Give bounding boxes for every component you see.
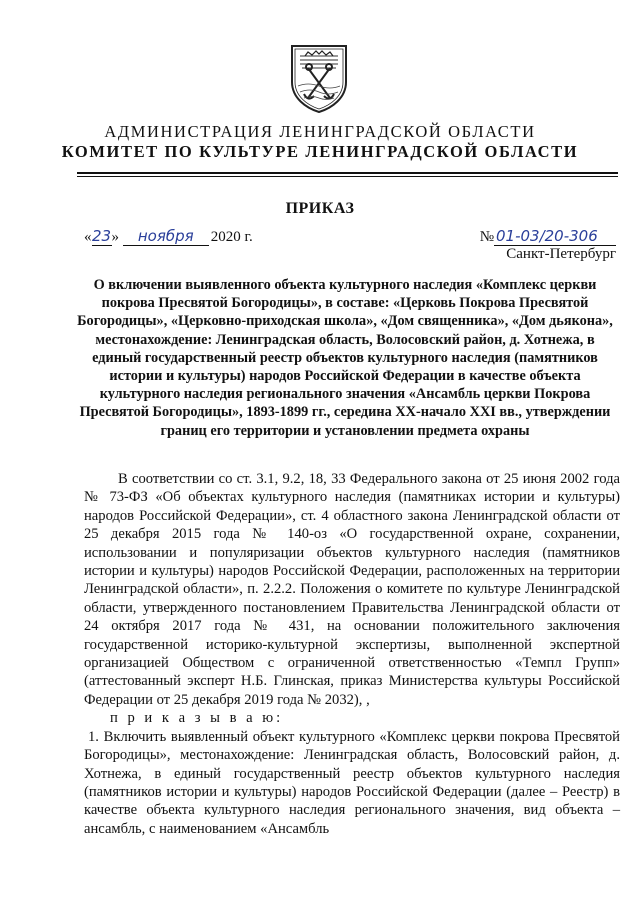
date-year: 2020 г.: [210, 229, 253, 245]
org-line-administration: АДМИНИСТРАЦИЯ ЛЕНИНГРАДСКОЙ ОБЛАСТИ: [104, 122, 536, 141]
document-number: [480, 228, 616, 246]
number-prefix: №: [479, 229, 494, 245]
date-open-quote: «: [84, 229, 92, 245]
document-title: О включении выявленного объекта культурного наследия «Комплекс церкви покрова Пресвятой Богородицы», в составе: «Церковь Покрова Пресвятой Богородицы», «Церковно-приходская школа», «Дом священника», «Дом дьякона», местонахождение: Ленинградская область, Волосовский район, д. Хотнежа, в единый государственный реестр объектов культурного наследия (памятников истории и культуры) народов Российской Федерации в качестве объекта культурного наследия регионального значения «Ансамбль церкви Покрова Пресвятой Богородицы», 1893-1899 гг., середина XX-начало XXI вв., утверждении границ его территории и установлении предмета охраны: [77, 277, 613, 439]
document-date: [84, 228, 253, 246]
date-month: ноября: [123, 228, 209, 246]
order-item-1: 1. Включить выявленный объект культурного «Комплекс церкви покрова Пресвятой Богородицы», местонахождение: Ленинградская область, Волосовский район, д. Хотнежа, в единый государственный реестр объектов культурного наследия (памятников истории и культуры) народов Российской Федерации (далее – Реестр) в качестве объекта культурного наследия регионального значения, вид объекта – ансамбль, с наименованием «Ансамбль: [84, 728, 620, 837]
document-body: [84, 470, 620, 838]
date-close-quote: »: [111, 229, 119, 245]
order-word: п р и к а з ы в а ю:: [110, 710, 284, 727]
org-line-committee: КОМИТЕТ ПО КУЛЬТУРЕ ЛЕНИНГРАДСКОЙ ОБЛАСТИ: [61, 142, 579, 161]
number-value: 01-03/20-306: [494, 228, 616, 246]
coat-of-arms-icon: [288, 42, 350, 114]
document-type: ПРИКАЗ: [285, 200, 355, 217]
body-paragraph-1: В соответствии со ст. 3.1, 9.2, 18, 33 Федерального закона от 25 июня 2002 года № 73-ФЗ «Об объектах культурного наследия (памятниках истории и культуры) народов Российской Федерации», ст. 4 областного закона Ленинградской области от 25 декабря 2015 года № 140-оз «О государственной охране, сохранении, использовании и популяризации объектов культурного наследия (памятников истории и культуры) народов Российской Федерации, расположенных на территории Ленинградской области», п. 2.2.2. Положения о комитете по культуре Ленинградской области, утвержденного постановлением Правительства Ленинградской области от 24 октября 2017 года № 431, на основании положительного заключения государственной историко-культурной экспертизы, выполненной экспертной организацией Обществом с ограниченной ответственностью «Темпл Групп» (аттестованный эксперт Н.Б. Глинская, приказ Министерства культуры Российской Федерации от 25 декабря 2019 года № 2032), ,: [84, 471, 620, 708]
header-rule-thin: [77, 176, 618, 177]
date-day: 23: [91, 227, 112, 245]
header-rule-thick: [77, 172, 618, 174]
document-city: Санкт-Петербург: [506, 246, 616, 262]
